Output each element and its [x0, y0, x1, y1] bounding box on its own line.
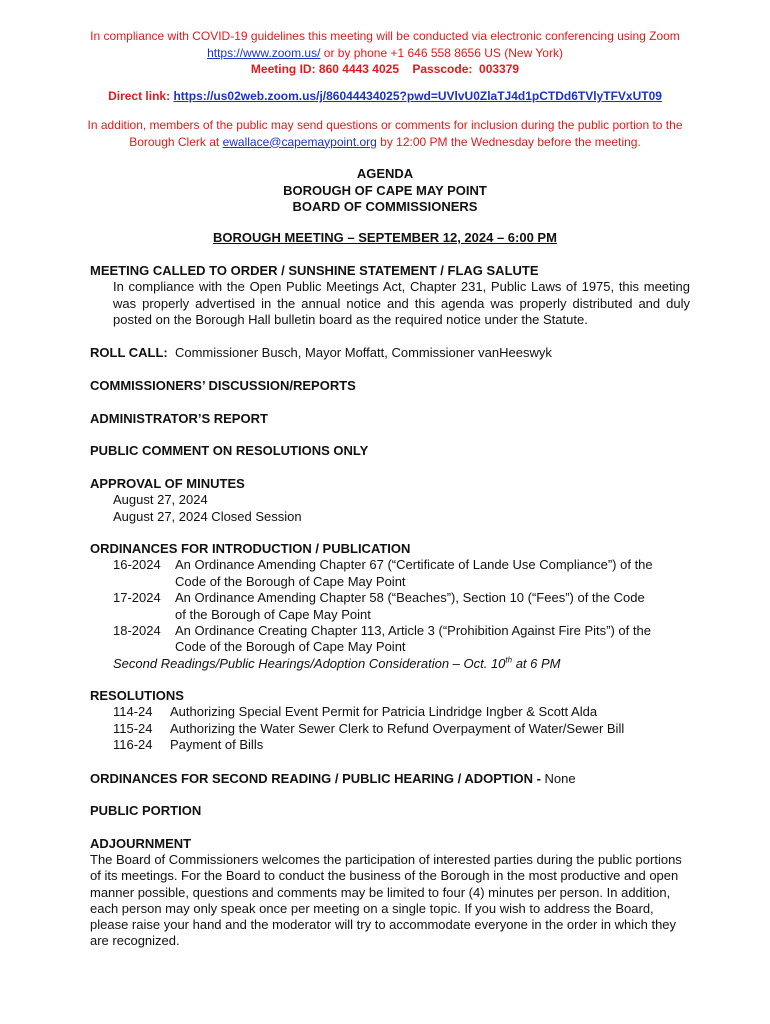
- minutes-item: August 27, 2024: [113, 492, 208, 508]
- resolution-item: [90, 704, 690, 720]
- adjournment-section: [90, 836, 690, 949]
- resolution-item: [90, 721, 690, 737]
- ordinance-number: 18-2024: [113, 623, 161, 639]
- public-portion-heading: PUBLIC PORTION: [90, 803, 202, 818]
- resolution-number: 114-24: [113, 704, 153, 720]
- resolution-number: 116-24: [113, 737, 153, 753]
- ordinance-title: An Ordinance Creating Chapter 113, Article 3 (“Prohibition Against Fire Pits”) of the: [175, 623, 651, 639]
- ordinance-number: 17-2024: [113, 590, 161, 606]
- order-text: In compliance with the Open Public Meetings Act, Chapter 231, Public Laws of 1975, this meeting was properly advertised in the annual notice and this agenda was properly distributed and duly posted on the Borough Hall bulletin board as the required notice under the Statute.: [113, 279, 690, 328]
- title-borough: BOROUGH OF CAPE MAY POINT: [283, 182, 487, 198]
- public-notice-line: In addition, members of the public may send questions or comments for inclusion during the public portion to the: [87, 118, 683, 132]
- administrator-heading: ADMINISTRATOR’S REPORT: [90, 411, 268, 426]
- note-text-end: at 6 PM: [512, 655, 561, 671]
- agenda-title: [0, 166, 770, 216]
- order-section: [90, 263, 690, 329]
- roll-call: [90, 345, 690, 361]
- ordinance-title-cont: Code of the Borough of Cape May Point: [175, 573, 406, 589]
- minutes-section: [90, 476, 690, 525]
- adjournment-heading: ADJOURNMENT: [90, 836, 192, 851]
- title-agenda: AGENDA: [356, 166, 414, 181]
- meeting-id: Meeting ID: 860 4443 4025 Passcode: 003379: [250, 62, 520, 76]
- ordinance-title: An Ordinance Amending Chapter 67 (“Certificate of Lande Use Compliance”) of the: [175, 557, 653, 573]
- resolution-number: 115-24: [113, 720, 153, 736]
- second-readings-note: [90, 656, 690, 672]
- resolutions-heading: RESOLUTIONS: [90, 688, 184, 703]
- ordinance-item: [90, 557, 690, 590]
- adjournment-text: The Board of Commissioners welcomes the participation of interested parties during the public portions of its meetings. For the Board to conduct the business of the Borough in the most productive and open manner possible, questions and comments may be limited to four (4) minutes per person. In addition, each person may only speak once per meeting on a single topic. If you wish to address the Board, please raise your hand and the moderator will try to accommodate everyone in the order in which they are recognized.: [90, 852, 682, 949]
- ordinance-title-cont: of the Borough of Cape May Point: [175, 606, 371, 622]
- ordinance-item: [90, 590, 690, 623]
- public-pre: Borough Clerk at: [129, 134, 223, 149]
- second-reading-heading: ORDINANCES FOR SECOND READING / PUBLIC HEARING / ADOPTION -: [90, 771, 545, 786]
- order-heading: MEETING CALLED TO ORDER / SUNSHINE STATEMENT / FLAG SALUTE: [90, 263, 539, 278]
- direct-link-line: [40, 88, 730, 105]
- ordinance-title: An Ordinance Amending Chapter 58 (“Beaches”), Section 10 (“Fees”) of the Code: [175, 590, 645, 606]
- resolutions-section: [90, 688, 690, 754]
- minutes-item: August 27, 2024 Closed Session: [113, 508, 302, 524]
- phone-text: or by phone +1 646 558 8656 US (New York): [320, 45, 563, 60]
- ordinance-item: [90, 623, 690, 656]
- note-sup: th: [505, 655, 513, 665]
- meeting-heading: [0, 230, 770, 245]
- second-reading-line: [90, 771, 690, 787]
- direct-link-label: Direct link:: [108, 89, 174, 103]
- public-notice-line-2: [40, 134, 730, 151]
- public-notice: [40, 117, 730, 150]
- note-text: Second Readings/Public Hearings/Adoption Consideration – Oct. 10: [113, 655, 506, 671]
- resolution-title: Authorizing the Water Sewer Clerk to Refund Overpayment of Water/Sewer Bill: [170, 720, 625, 736]
- ordinances-section: [90, 541, 690, 672]
- public-comment-heading: PUBLIC COMMENT ON RESOLUTIONS ONLY: [90, 443, 369, 458]
- zoom-link[interactable]: https://www.zoom.us/: [207, 45, 321, 60]
- clerk-email-link[interactable]: ewallace@capemaypoint.org: [222, 134, 377, 149]
- direct-link[interactable]: https://us02web.zoom.us/j/86044434025?pwd=UVlvU0ZlaTJ4d1pCTDd6TVlyTFVxUT09: [173, 89, 662, 103]
- resolution-item: [90, 737, 690, 753]
- second-reading-value: None: [544, 771, 576, 786]
- roll-call-label: ROLL CALL:: [90, 345, 168, 360]
- minutes-heading: APPROVAL OF MINUTES: [90, 476, 245, 491]
- zoom-line: [40, 45, 730, 62]
- title-board: BOARD OF COMMISSIONERS: [292, 199, 478, 214]
- ordinance-number: 16-2024: [113, 557, 161, 573]
- meeting-heading-text: BOROUGH MEETING – SEPTEMBER 12, 2024 – 6:00 PM: [213, 230, 557, 245]
- ordinances-heading: ORDINANCES FOR INTRODUCTION / PUBLICATION: [90, 541, 411, 556]
- resolution-title: Payment of Bills: [170, 737, 264, 753]
- roll-call-text: Commissioner Busch, Mayor Moffatt, Commissioner vanHeeswyk: [167, 345, 552, 360]
- ordinance-title-cont: Code of the Borough of Cape May Point: [175, 639, 406, 655]
- discussion-heading: COMMISSIONERS’ DISCUSSION/REPORTS: [90, 378, 356, 393]
- resolution-title: Authorizing Special Event Permit for Patricia Lindridge Ingber & Scott Alda: [170, 704, 598, 720]
- covid-notice: [40, 28, 730, 78]
- covid-notice-line: In compliance with COVID-19 guidelines this meeting will be conducted via electronic conferencing using Zoom: [90, 29, 680, 43]
- public-post: by 12:00 PM the Wednesday before the meeting.: [376, 134, 641, 149]
